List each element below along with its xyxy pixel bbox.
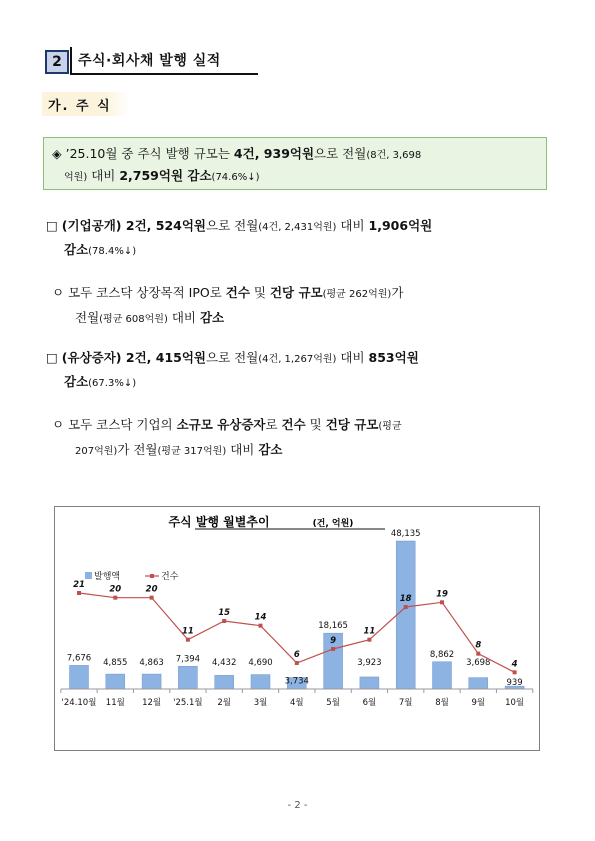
bar-value-label: 7,676 [66,653,92,664]
count-value-label: 9 [330,636,337,646]
count-point [295,661,299,665]
x-tick-label: 9월 [471,698,486,708]
bar-value-label: 4,855 [103,658,128,668]
circle-bullet-icon: ㅇ [52,417,65,432]
legend-bar-swatch [85,572,92,579]
monthly-issuance-chart [55,507,539,750]
chart-legend [85,570,179,582]
section-title: 주식·회사채 발행 실적 [78,53,221,69]
diamond-icon: ◈ [52,146,62,161]
rights-line-1: □ (유상증자) 2건, 415억원으로 전월(4건, 1,267억원) 대비 853억원 [46,350,419,365]
chart-title: 주식 발행 월별추이 [168,515,270,529]
section-divider [70,47,72,75]
checkbox-icon: □ [46,350,58,365]
count-point [404,605,408,609]
section-number: 2 [45,50,69,74]
count-point [367,638,371,642]
x-tick-label: 10월 [505,698,525,708]
x-tick-label: 7월 [398,698,413,708]
count-value-label: 6 [293,650,300,660]
legend-line-marker [150,574,154,578]
x-tick-label: 3월 [253,698,268,708]
count-value-label: 8 [475,640,482,651]
x-axis-labels [61,689,533,708]
ipo-note-line-2: 전월(평균 608억원) 대비 감소 [75,310,225,325]
ipo-line-2: 감소(78.4%↓) [64,242,137,257]
subsection-title: 가. 주 식 [48,99,112,114]
rights-line-2: 감소(67.3%↓) [64,374,137,389]
count-value-label: 14 [254,612,267,623]
rights-note-line-2: 207억원)가 전월(평균 317억원) 대비 감소 [75,442,283,457]
bar-value-label: 4,690 [248,658,273,668]
x-tick-label: 2월 [217,698,232,708]
summary-line-2: 억원) 대비 2,759억원 감소(74.6%↓) [64,168,260,183]
bar [215,675,234,689]
bar-value-label: 7,394 [175,654,201,665]
count-point [476,652,480,656]
bar [469,678,488,689]
bar-value-label: 3,698 [466,658,491,668]
count-value-label: 11 [363,626,376,637]
count-point [259,624,263,628]
section-underline [70,73,258,75]
count-point [186,638,190,642]
count-point [331,647,335,651]
bar [142,674,161,689]
page-number: - 2 - [287,800,308,811]
count-value-label: 4 [511,659,518,670]
ipo-line-1: □ (기업공개) 2건, 524억원으로 전월(4건, 2,431억원) 대비 1,906억원 [46,218,433,233]
circle-bullet-icon: ㅇ [52,285,65,300]
count-value-label: 20 [145,584,158,595]
bar [360,677,379,689]
count-point [77,591,81,595]
count-point [222,619,226,623]
bar [106,674,125,689]
count-value-label: 19 [436,589,448,600]
bar-value-label: 3,734 [284,676,309,687]
bar-value-label: 48,135 [390,529,421,539]
bar [178,666,197,689]
bar [70,665,89,689]
x-tick-label: 12월 [142,698,162,708]
bar-value-label: 4,432 [212,658,237,668]
bar-value-label: 3,923 [357,658,382,668]
summary-line-1: ◈ ’25.10월 중 주식 발행 규모는 4건, 939억원으로 전월(8건, 3,698 [52,146,422,161]
checkbox-icon: □ [46,218,58,233]
chart-title-unit: (건, 억원) [312,519,354,529]
bar [433,662,452,689]
bar-value-label: 18,165 [318,621,348,632]
bar-value-label: 8,862 [429,649,455,660]
count-value-label: 11 [181,626,194,637]
count-point [113,596,117,600]
bar [396,541,415,689]
bar [251,675,270,689]
bar-value-label: 939 [506,678,523,688]
x-tick-label: '24.10월 [61,698,97,708]
count-value-label: 21 [73,580,85,590]
legend-bar-label: 발행액 [94,572,121,582]
count-value-label: 18 [399,594,412,604]
ipo-note-line-1: ㅇ 모두 코스닥 상장목적 IPO로 건수 및 건당 규모(평균 262억원)가 [52,285,404,300]
rights-note-line-1: ㅇ 모두 코스닥 기업의 소규모 유상증자로 건수 및 건당 규모(평균 [52,417,402,432]
count-point [513,670,517,674]
x-tick-label: 4월 [289,698,304,708]
bar-value-label: 4,863 [139,658,164,668]
x-tick-label: 11월 [105,698,125,708]
count-point [440,600,444,604]
x-tick-label: 6월 [362,698,377,708]
legend-line-label: 건수 [161,572,179,582]
count-value-label: 20 [109,584,122,595]
count-value-label: 15 [218,608,231,618]
count-point [150,596,154,600]
x-tick-label: 5월 [326,698,340,708]
x-tick-label: '25.1월 [173,698,203,708]
x-tick-label: 8월 [435,698,449,708]
